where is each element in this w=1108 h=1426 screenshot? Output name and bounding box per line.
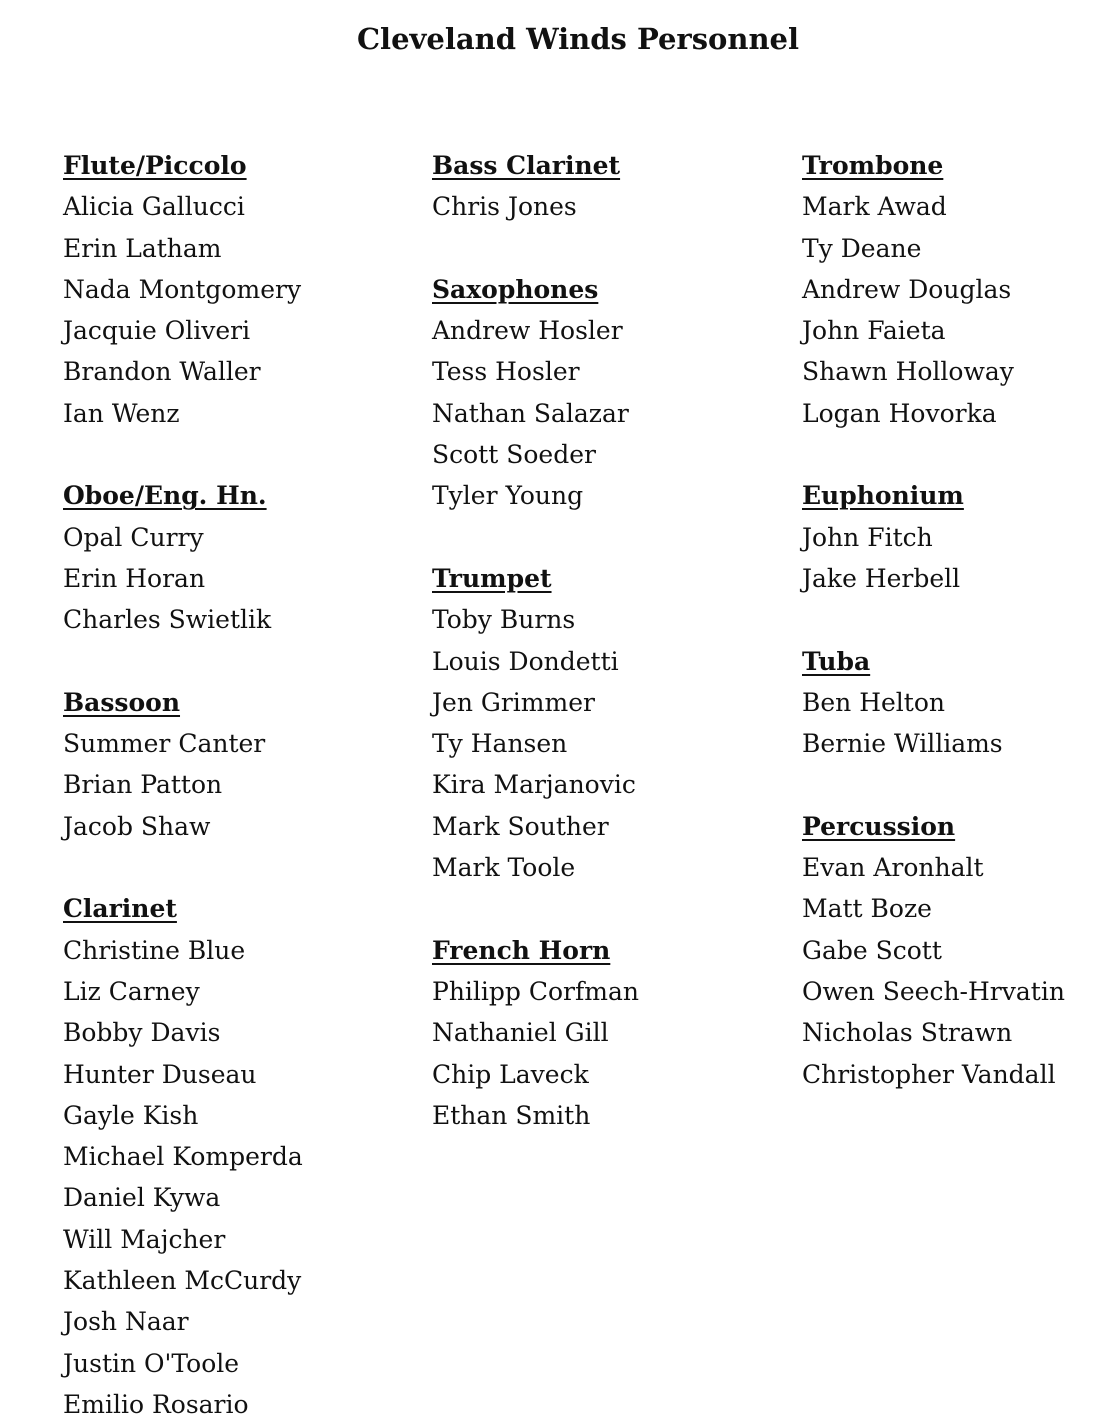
instrument-section (63, 475, 303, 640)
member-name: Nathaniel Gill (432, 1018, 609, 1048)
page-title: Cleveland Winds Personnel (356, 22, 800, 56)
section-heading: Euphonium (802, 481, 964, 511)
member-name: Philipp Corfman (432, 976, 639, 1006)
member-name: Andrew Douglas (802, 274, 1012, 304)
member-name: Bobby Davis (63, 1018, 221, 1048)
section-heading: Flute/Piccolo (63, 151, 247, 180)
section-heading: French Horn (432, 935, 611, 965)
member-name: Nada Montgomery (63, 274, 302, 304)
member-name: Bernie Williams (802, 729, 1003, 759)
section-spacer (802, 764, 1065, 805)
section-heading: Saxophones (432, 274, 599, 304)
member-name: Mark Souther (432, 811, 609, 841)
member-name: Hunter Duseau (63, 1059, 257, 1089)
section-spacer (432, 228, 639, 269)
member-name: Matt Boze (802, 894, 932, 924)
member-name: Ian Wenz (63, 398, 180, 428)
member-name: Michael Komperda (63, 1142, 303, 1172)
member-name: Josh Naar (63, 1307, 189, 1337)
member-name: Toby Burns (432, 605, 576, 635)
member-name: Alicia Gallucci (63, 192, 245, 222)
section-heading: Bassoon (63, 687, 181, 717)
member-name: Kira Marjanovic (432, 770, 636, 800)
section-spacer (63, 434, 303, 475)
member-name: Evan Aronhalt (802, 853, 984, 883)
instrument-section (802, 806, 1065, 1095)
member-name: Kathleen McCurdy (63, 1266, 302, 1296)
member-name: Summer Canter (63, 729, 266, 759)
instrument-section (63, 682, 303, 847)
member-name: Chris Jones (432, 192, 577, 222)
member-name: Ben Helton (802, 687, 946, 717)
member-name: Tyler Young (432, 481, 584, 511)
member-name: Ty Hansen (432, 729, 568, 759)
member-name: John Faieta (802, 316, 946, 346)
section-heading: Bass Clarinet (432, 151, 621, 180)
section-heading: Clarinet (63, 894, 177, 924)
section-heading: Trombone (802, 151, 944, 180)
instrument-section (802, 475, 1065, 599)
section-spacer (432, 888, 639, 929)
member-name: Mark Toole (432, 853, 576, 883)
instrument-section (802, 641, 1065, 765)
instrument-section (432, 930, 639, 1136)
instrument-section (63, 145, 303, 434)
member-name: Ethan Smith (432, 1100, 591, 1130)
member-name: Daniel Kywa (63, 1183, 221, 1213)
section-spacer (432, 517, 639, 558)
member-name: Charles Swietlik (63, 605, 272, 635)
roster-column-2 (432, 145, 639, 1136)
instrument-section (432, 145, 639, 228)
member-name: Tess Hosler (432, 357, 580, 387)
member-name: Erin Latham (63, 233, 222, 263)
instrument-section (63, 888, 303, 1425)
member-name: Erin Horan (63, 563, 206, 593)
section-heading: Trumpet (432, 563, 552, 593)
member-name: Christine Blue (63, 935, 246, 965)
member-name: Liz Carney (63, 976, 200, 1006)
member-name: Christopher Vandall (802, 1059, 1056, 1089)
member-name: Nicholas Strawn (802, 1018, 1013, 1048)
member-name: Jake Herbell (802, 563, 961, 593)
member-name: Owen Seech-Hrvatin (802, 976, 1065, 1006)
member-name: Opal Curry (63, 522, 204, 552)
member-name: Mark Awad (802, 192, 947, 222)
member-name: Chip Laveck (432, 1059, 589, 1089)
member-name: Will Majcher (63, 1224, 226, 1254)
section-spacer (802, 434, 1065, 475)
member-name: Shawn Holloway (802, 357, 1014, 387)
member-name: Logan Hovorka (802, 398, 997, 428)
member-name: Jacquie Oliveri (63, 316, 251, 346)
member-name: Justin O'Toole (63, 1348, 240, 1378)
member-name: Louis Dondetti (432, 646, 619, 676)
section-spacer (63, 847, 303, 888)
member-name: Scott Soeder (432, 440, 596, 470)
member-name: Brian Patton (63, 770, 223, 800)
member-name: Emilio Rosario (63, 1389, 249, 1419)
member-name: Gayle Kish (63, 1100, 199, 1130)
roster-column-3 (802, 145, 1065, 1095)
section-heading: Oboe/Eng. Hn. (63, 481, 267, 511)
member-name: Jen Grimmer (432, 687, 595, 717)
roster-column-1 (63, 145, 303, 1425)
section-spacer (63, 641, 303, 682)
member-name: Brandon Waller (63, 357, 261, 387)
member-name: Gabe Scott (802, 935, 942, 965)
section-spacer (802, 599, 1065, 640)
member-name: Andrew Hosler (432, 316, 623, 346)
member-name: John Fitch (802, 522, 933, 552)
member-name: Nathan Salazar (432, 398, 629, 428)
instrument-section (432, 269, 639, 517)
instrument-section (802, 145, 1065, 434)
instrument-section (432, 558, 639, 888)
section-heading: Percussion (802, 811, 956, 841)
member-name: Jacob Shaw (63, 811, 211, 841)
member-name: Ty Deane (802, 233, 922, 263)
section-heading: Tuba (802, 646, 871, 676)
